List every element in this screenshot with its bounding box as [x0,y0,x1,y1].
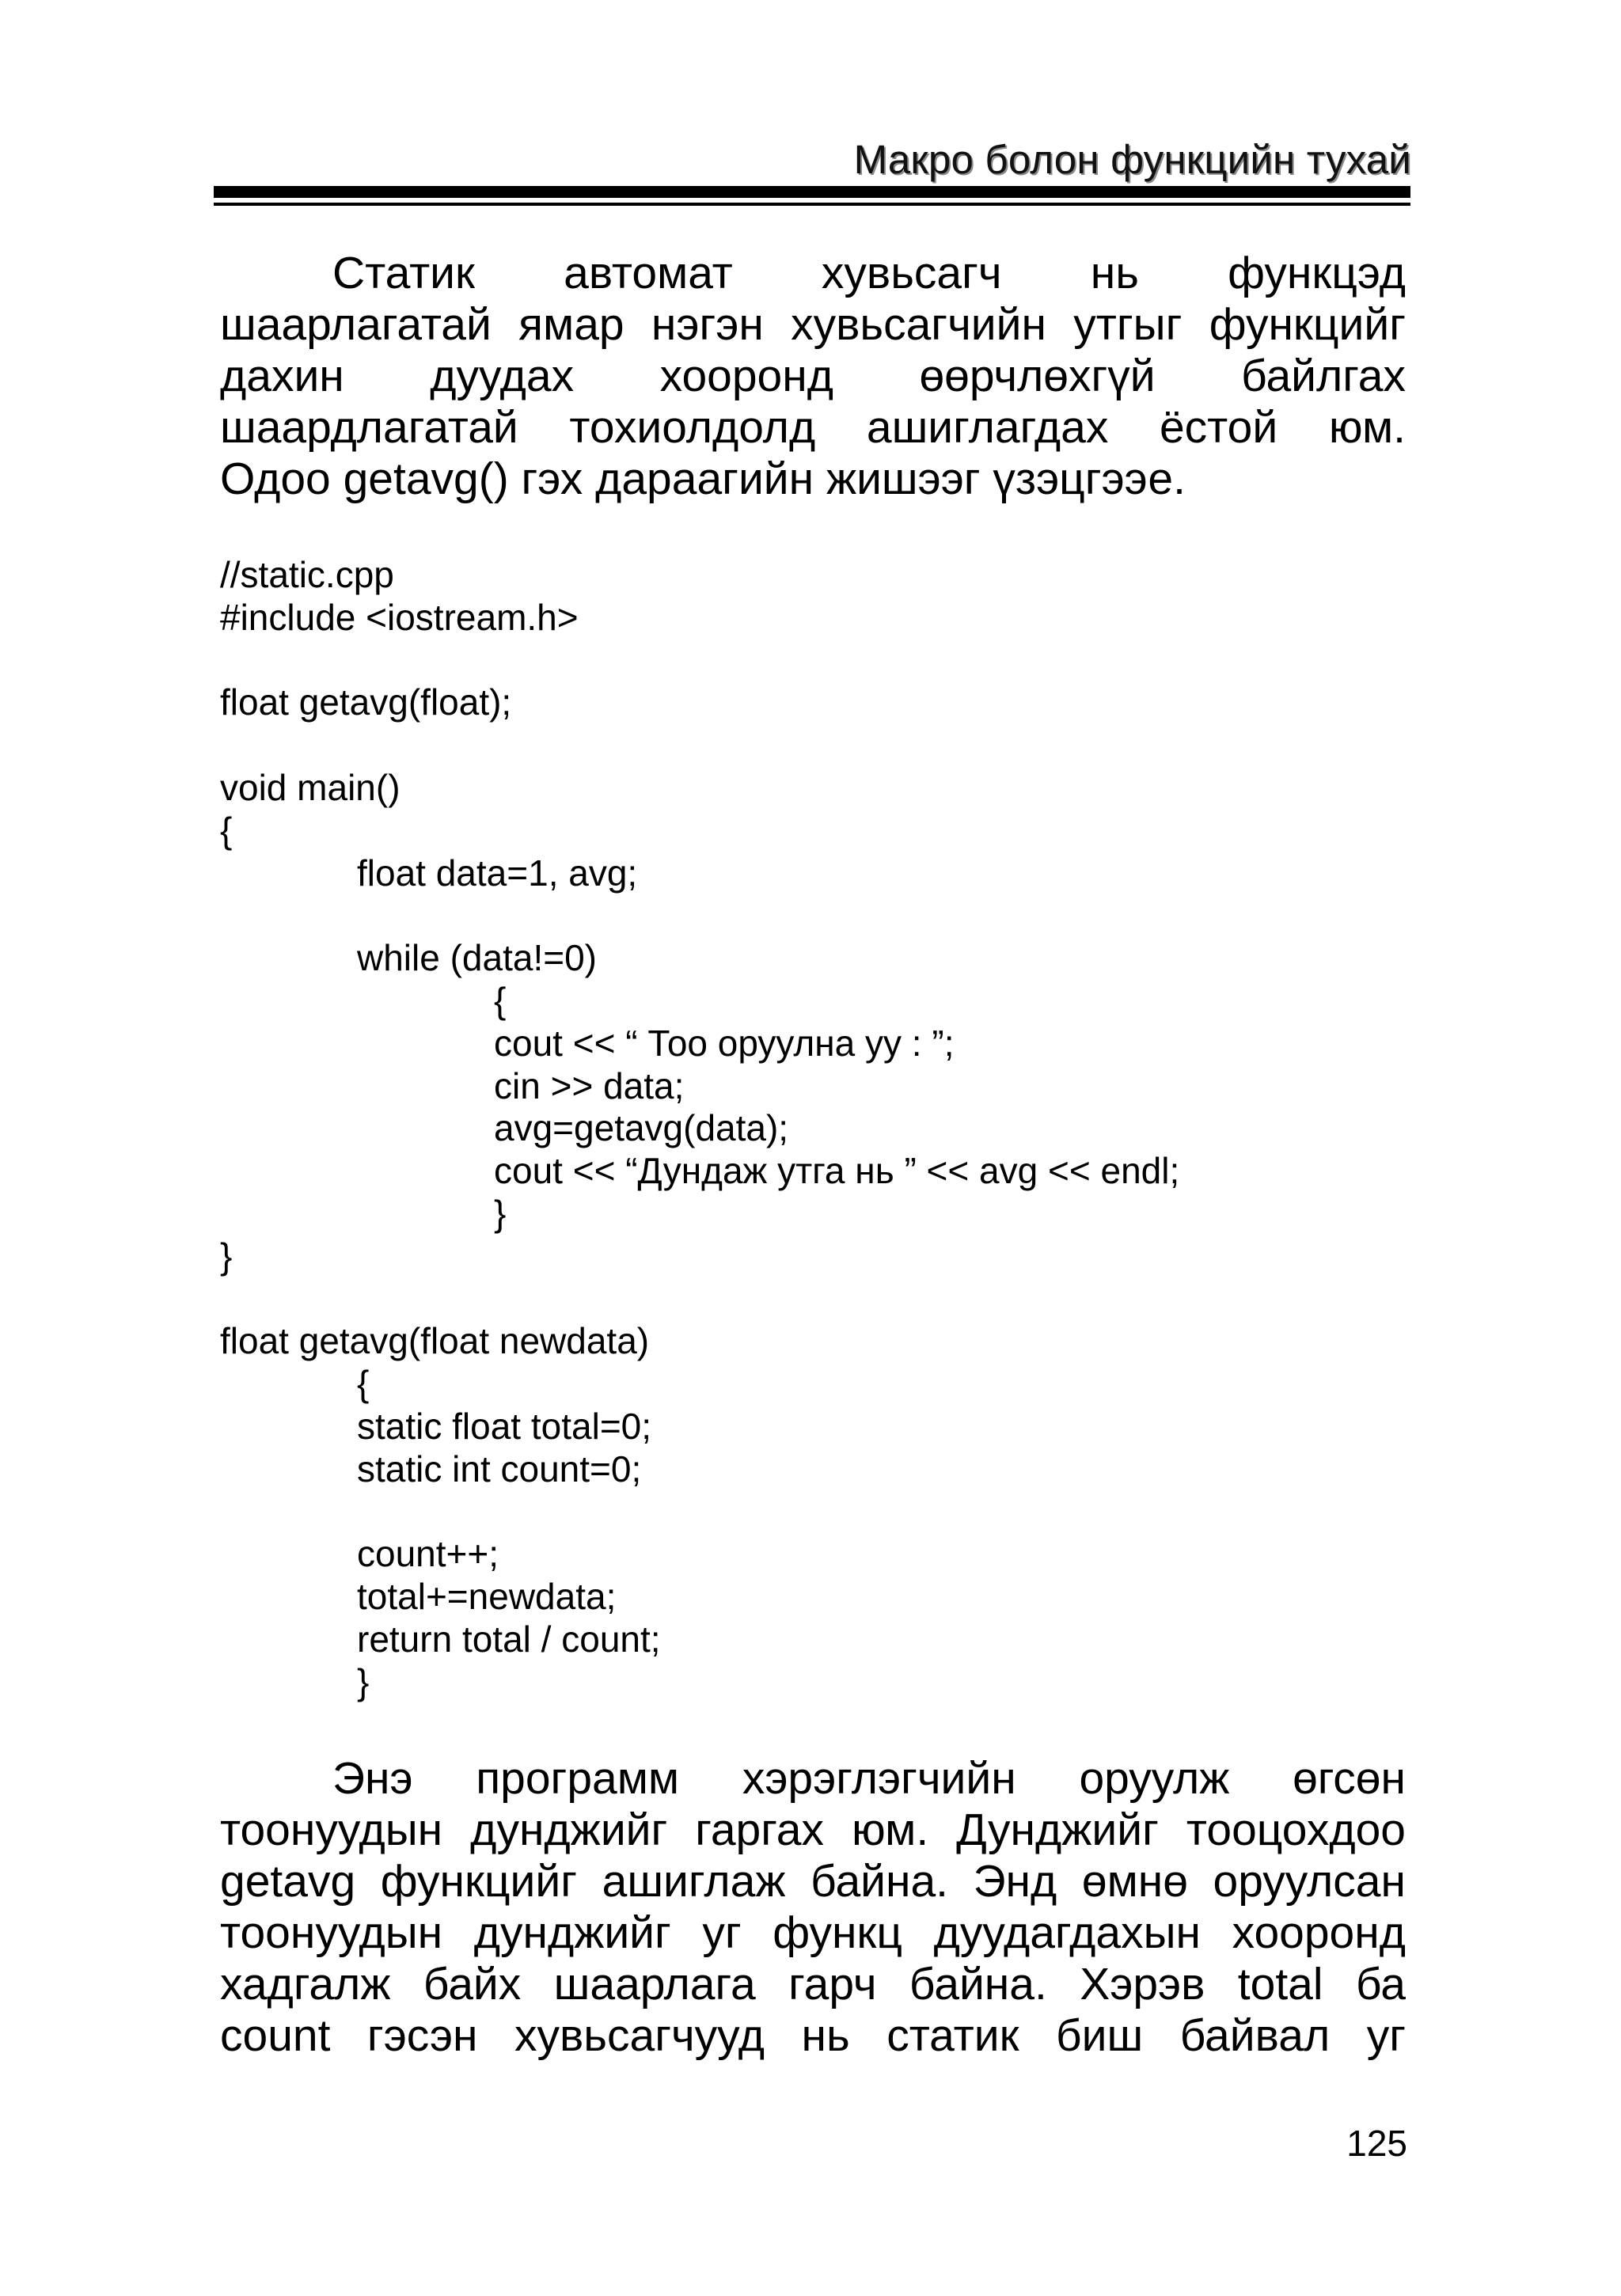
page-number: 125 [1346,2123,1407,2164]
code-line: count++; [357,1533,499,1575]
running-header-title: Макро болон функцийн тухай [853,137,1411,182]
paragraph-static-intro [220,248,1406,505]
code-line: //static.cpp [220,554,394,595]
paragraph-line: тоонуудын дунджийг гаргах юм. Дунджийг тооцохдоо [220,1805,1406,1855]
paragraph-line: дахин дуудах хооронд өөрчлөхгүй байлгах [220,351,1406,401]
paragraph-line: count гэсэн хувьсагчууд нь статик биш байвал уг [220,2010,1406,2061]
code-line: total+=newdata; [357,1576,617,1618]
code-line: { [357,1363,370,1405]
code-line: static float total=0; [357,1405,652,1447]
code-line: while (data!=0) [357,937,597,979]
code-line-blank [220,1491,1406,1534]
code-line: { [494,979,507,1021]
code-line-blank [220,724,1406,767]
code-line: float getavg(float newdata) [220,1320,650,1362]
code-line: float data=1, avg; [357,852,638,894]
code-line: } [357,1660,370,1702]
paragraph-line: шаардлагатай тохиолдолд ашиглагдах ёстой юм. [220,402,1406,453]
code-line: return total / count; [357,1618,661,1660]
code-line: #include <iostream.h> [220,596,579,638]
code-line: static int count=0; [357,1448,642,1490]
paragraph-line: хадгалж байх шаарлага гарч байна. Хэрэв total ба [220,1959,1406,2009]
code-line-blank [220,894,1406,937]
code-line: { [220,809,233,851]
paragraph-line: Одоо getavg() гэх дараагийн жишээг үзэцгээе. [220,454,1186,504]
paragraph-line: шаарлагатай ямар нэгэн хувьсагчийн утгыг функцийг [220,299,1406,350]
code-line: float getavg(float); [220,681,512,723]
code-line: cin >> data; [494,1065,685,1106]
header-rule-thin [214,203,1410,206]
paragraph-line: Энэ программ хэрэглэгчийн оруулж өгсөн [332,1753,1406,1804]
code-line: avg=getavg(data); [494,1107,789,1149]
code-line-blank [220,639,1406,682]
header-rule-thick [214,186,1410,198]
paragraph-program-explanation [220,1753,1406,2062]
code-listing [220,554,1406,1704]
code-line: void main() [220,766,401,808]
code-line: } [220,1235,233,1277]
code-line: cout << “ Тоо оруулна уу : ”; [494,1022,955,1064]
paragraph-line: Статик автомат хувьсагч нь функцэд [332,248,1406,298]
code-line: } [494,1192,507,1234]
paragraph-line: getavg функцийг ашиглаж байна. Энд өмнө оруулсан [220,1856,1406,1907]
code-line: cout << “Дундаж утга нь ” << avg << endl; [494,1150,1180,1192]
paragraph-line: тоонуудын дунджийг уг функц дуудагдахын хооронд [220,1907,1406,1958]
code-line-blank [220,1278,1406,1321]
